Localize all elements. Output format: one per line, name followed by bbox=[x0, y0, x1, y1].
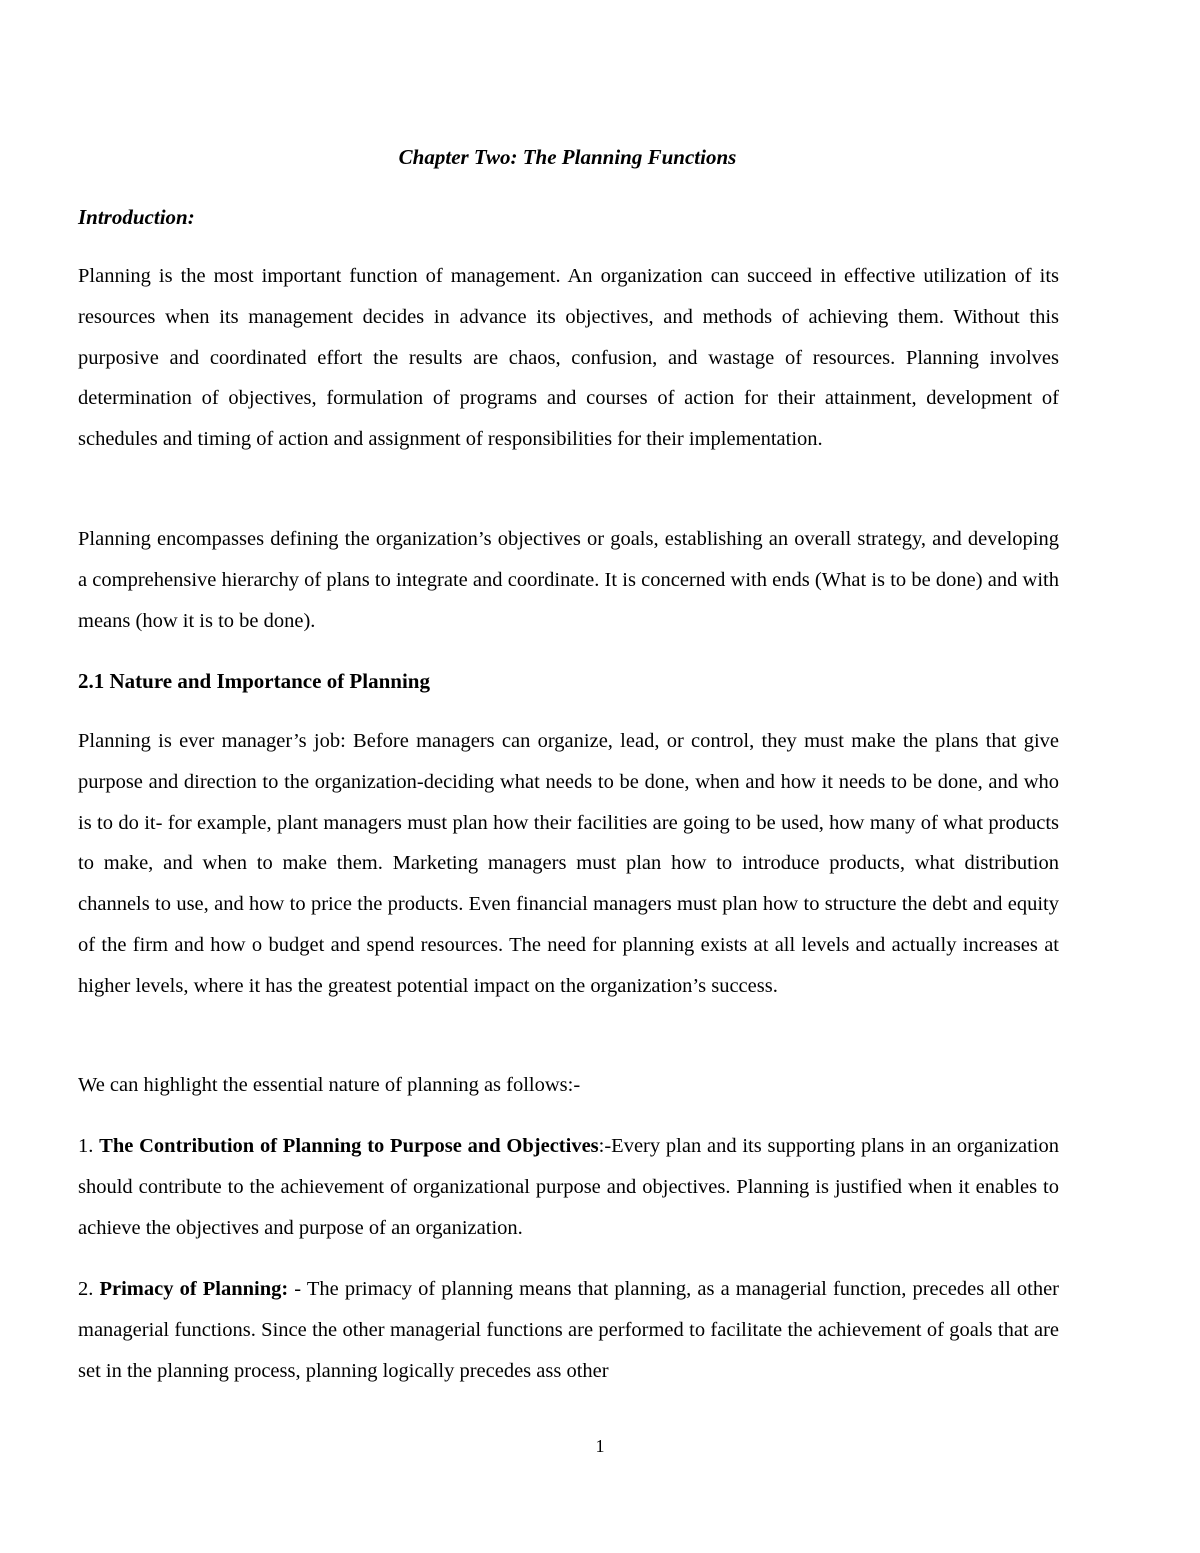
section-heading: 2.1 Nature and Importance of Planning bbox=[78, 669, 430, 693]
list-item-1-text: :-Every plan and its supporting plans in an organization should contribute to the achievement of organizational purpose and objectives. Planning is justified when it enables to achieve the objectives and purpose of an organization. bbox=[78, 1135, 1059, 1239]
introduction-heading: Introduction: bbox=[78, 205, 195, 229]
list-item-1-number: 1. bbox=[78, 1135, 100, 1157]
list-item-2-number: 2. bbox=[78, 1278, 100, 1300]
intro-paragraph-2: Planning encompasses defining the organization’s objectives or goals, establishing an overall strategy, and developing a comprehensive hierarchy of plans to integrate and coordinate. It is concerned with ends (What is to be done) and with means (how it is to be done). bbox=[78, 528, 1059, 632]
highlight-paragraph: We can highlight the essential nature of planning as follows:- bbox=[78, 1074, 581, 1096]
intro-paragraph-1: Planning is the most important function of management. An organization can succeed in effective utilization of its resources when its management decides in advance its objectives, and methods of achieving them. Without this purposive and coordinated effort the results are chaos, confusion, and wastage of resources. Planning involves determination of objectives, formulation of programs and courses of action for their attainment, development of schedules and timing of action and assignment of responsibilities for their implementation. bbox=[78, 265, 1059, 451]
chapter-title: Chapter Two: The Planning Functions bbox=[398, 145, 737, 169]
list-item-1-heading: The Contribution of Planning to Purpose and Objectives bbox=[99, 1135, 599, 1157]
nature-paragraph: Planning is ever manager’s job: Before managers can organize, lead, or control, they must make the plans that give purpose and direction to the organization-deciding what needs to be done, when and how it needs to be done, and who is to do it- for example, plant managers must plan how their facilities are going to be used, how many of what products to make, and when to make them. Marketing managers must plan how to introduce products, what distribution channels to use, and how to price the products. Even financial managers must plan how to structure the debt and equity of the firm and how o budget and spend resources. The need for planning exists at all levels and actually increases at higher levels, where it has the greatest potential impact on the organization’s success. bbox=[78, 730, 1059, 997]
page-number: 1 bbox=[595, 1436, 605, 1456]
list-item-2-text: - The primacy of planning means that planning, as a managerial function, precedes all other managerial functions. Since the other managerial functions are performed to facilitate the achievement of goals that are set in the planning process, planning logically precedes ass other bbox=[78, 1278, 1059, 1382]
list-item-1 bbox=[78, 1126, 1059, 1248]
list-item-2-body bbox=[78, 1269, 1059, 1391]
list-item-2 bbox=[78, 1269, 1059, 1391]
list-item-2-heading: Primacy of Planning: bbox=[99, 1278, 289, 1300]
